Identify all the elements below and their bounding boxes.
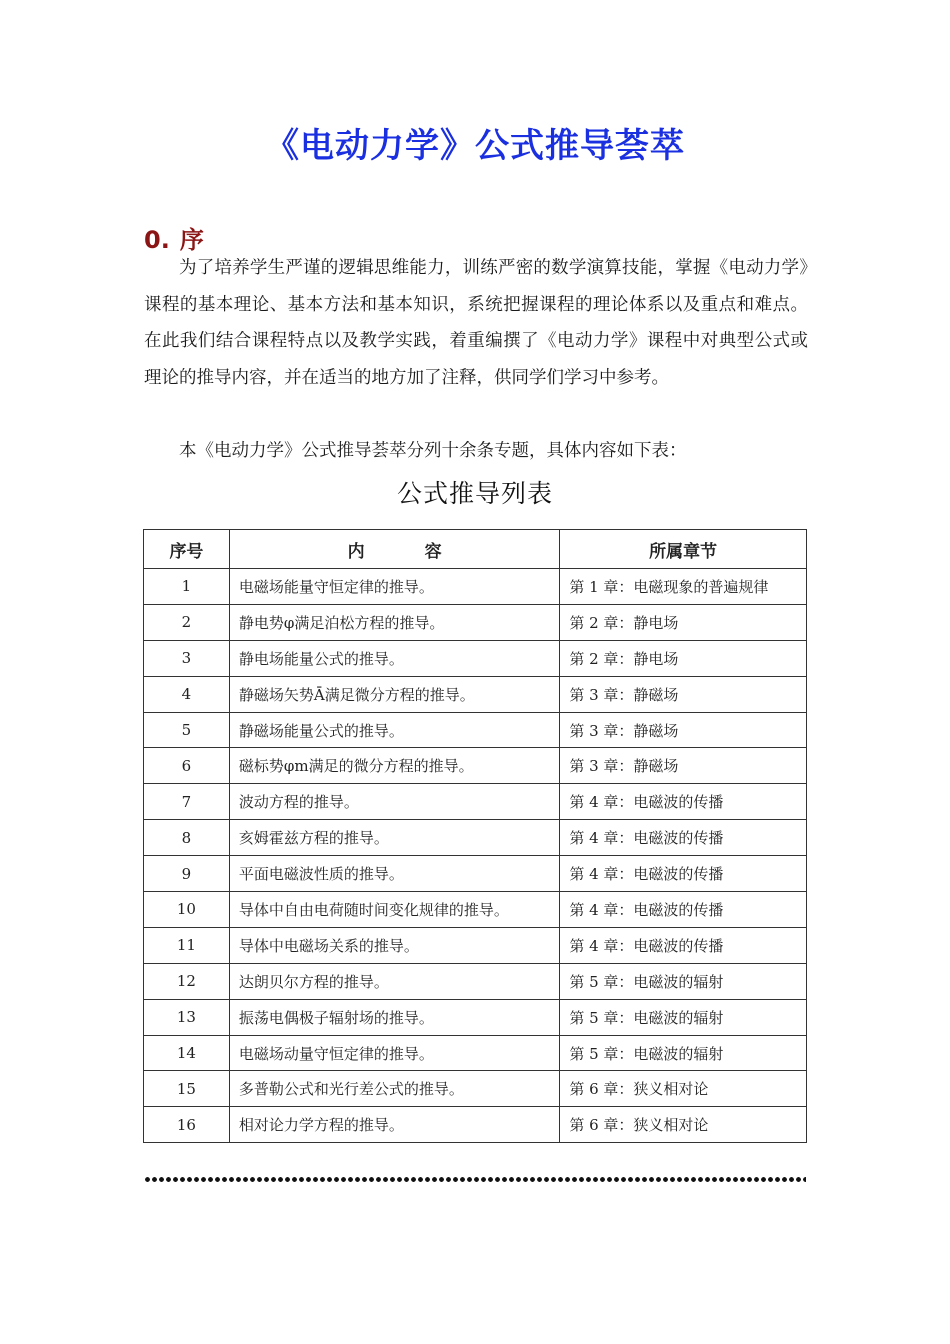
table-row — [144, 604, 807, 640]
row-content: 平面电磁波性质的推导。 — [229, 856, 559, 892]
document-title: 《电动力学》公式推导荟萃 — [265, 126, 685, 166]
summary-paragraph: 本《电动力学》公式推导荟萃分列十余条专题，具体内容如下表： — [179, 441, 687, 461]
row-number: 10 — [144, 892, 230, 928]
row-number: 14 — [144, 1035, 230, 1071]
row-number: 6 — [144, 748, 230, 784]
row-chapter: 第 4 章：电磁波的传播 — [560, 820, 807, 856]
table-header-row — [144, 530, 807, 569]
row-chapter: 第 4 章：电磁波的传播 — [560, 856, 807, 892]
row-chapter: 第 4 章：电磁波的传播 — [560, 784, 807, 820]
row-chapter: 第 1 章：电磁现象的普遍规律 — [560, 569, 807, 605]
row-content: 相对论力学方程的推导。 — [229, 1107, 559, 1143]
row-number: 16 — [144, 1107, 230, 1143]
table-row — [144, 999, 807, 1035]
section-title: 序 — [179, 226, 204, 254]
dotted-separator — [144, 1176, 806, 1183]
row-number: 15 — [144, 1071, 230, 1107]
table-row — [144, 569, 807, 605]
derivation-table — [143, 529, 807, 1143]
row-content: 亥姆霍兹方程的推导。 — [229, 820, 559, 856]
table-row — [144, 927, 807, 963]
row-content: 静电场能量公式的推导。 — [229, 640, 559, 676]
row-number: 8 — [144, 820, 230, 856]
table-row — [144, 640, 807, 676]
table-row — [144, 676, 807, 712]
row-chapter: 第 5 章：电磁波的辐射 — [560, 963, 807, 999]
row-chapter: 第 6 章：狭义相对论 — [560, 1107, 807, 1143]
table-row — [144, 1107, 807, 1143]
header-chapter: 所属章节 — [560, 530, 807, 569]
header-number: 序号 — [144, 530, 230, 569]
table-row — [144, 963, 807, 999]
row-number: 13 — [144, 999, 230, 1035]
row-content: 波动方程的推导。 — [229, 784, 559, 820]
table-row — [144, 856, 807, 892]
row-chapter: 第 3 章：静磁场 — [560, 676, 807, 712]
row-content: 静磁场矢势Ā满足微分方程的推导。 — [229, 676, 559, 712]
row-number: 4 — [144, 676, 230, 712]
row-chapter: 第 4 章：电磁波的传播 — [560, 927, 807, 963]
table-row — [144, 784, 807, 820]
row-content: 导体中自由电荷随时间变化规律的推导。 — [229, 892, 559, 928]
table-row — [144, 1035, 807, 1071]
row-number: 12 — [144, 963, 230, 999]
row-number: 2 — [144, 604, 230, 640]
row-content: 振荡电偶极子辐射场的推导。 — [229, 999, 559, 1035]
row-content: 导体中电磁场关系的推导。 — [229, 927, 559, 963]
row-number: 5 — [144, 712, 230, 748]
table-row — [144, 820, 807, 856]
row-number: 9 — [144, 856, 230, 892]
intro-paragraph: 为了培养学生严谨的逻辑思维能力，训练严密的数学演算技能，掌握《电动力学》课程的基本理论、基本方法和基本知识，系统把握课程的理论体系以及重点和难点。在此我们结合课程特点以及教学实践，着重编撰了《电动力学》课程中对典型公式或理论的推导内容，并在适当的地方加了注释，供同学们学习中参考。 — [144, 258, 808, 388]
row-content: 静磁场能量公式的推导。 — [229, 712, 559, 748]
row-number: 1 — [144, 569, 230, 605]
table-title: 公式推导列表 — [396, 479, 553, 508]
table-row — [144, 748, 807, 784]
row-content: 磁标势φm满足的微分方程的推导。 — [229, 748, 559, 784]
row-content: 电磁场能量守恒定律的推导。 — [229, 569, 559, 605]
row-chapter: 第 3 章：静磁场 — [560, 748, 807, 784]
row-content: 静电势φ满足泊松方程的推导。 — [229, 604, 559, 640]
table-body — [144, 569, 807, 1143]
row-content: 电磁场动量守恒定律的推导。 — [229, 1035, 559, 1071]
row-number: 7 — [144, 784, 230, 820]
table-row — [144, 1071, 807, 1107]
row-number: 3 — [144, 640, 230, 676]
header-content: 内容 — [229, 530, 559, 569]
row-number: 11 — [144, 927, 230, 963]
row-chapter: 第 2 章：静电场 — [560, 604, 807, 640]
row-chapter: 第 2 章：静电场 — [560, 640, 807, 676]
section-number: 0. — [144, 226, 170, 254]
table-row — [144, 712, 807, 748]
row-chapter: 第 5 章：电磁波的辐射 — [560, 999, 807, 1035]
table-row — [144, 892, 807, 928]
row-content: 多普勒公式和光行差公式的推导。 — [229, 1071, 559, 1107]
row-chapter: 第 3 章：静磁场 — [560, 712, 807, 748]
row-content: 达朗贝尔方程的推导。 — [229, 963, 559, 999]
row-chapter: 第 4 章：电磁波的传播 — [560, 892, 807, 928]
row-chapter: 第 6 章：狭义相对论 — [560, 1071, 807, 1107]
row-chapter: 第 5 章：电磁波的辐射 — [560, 1035, 807, 1071]
